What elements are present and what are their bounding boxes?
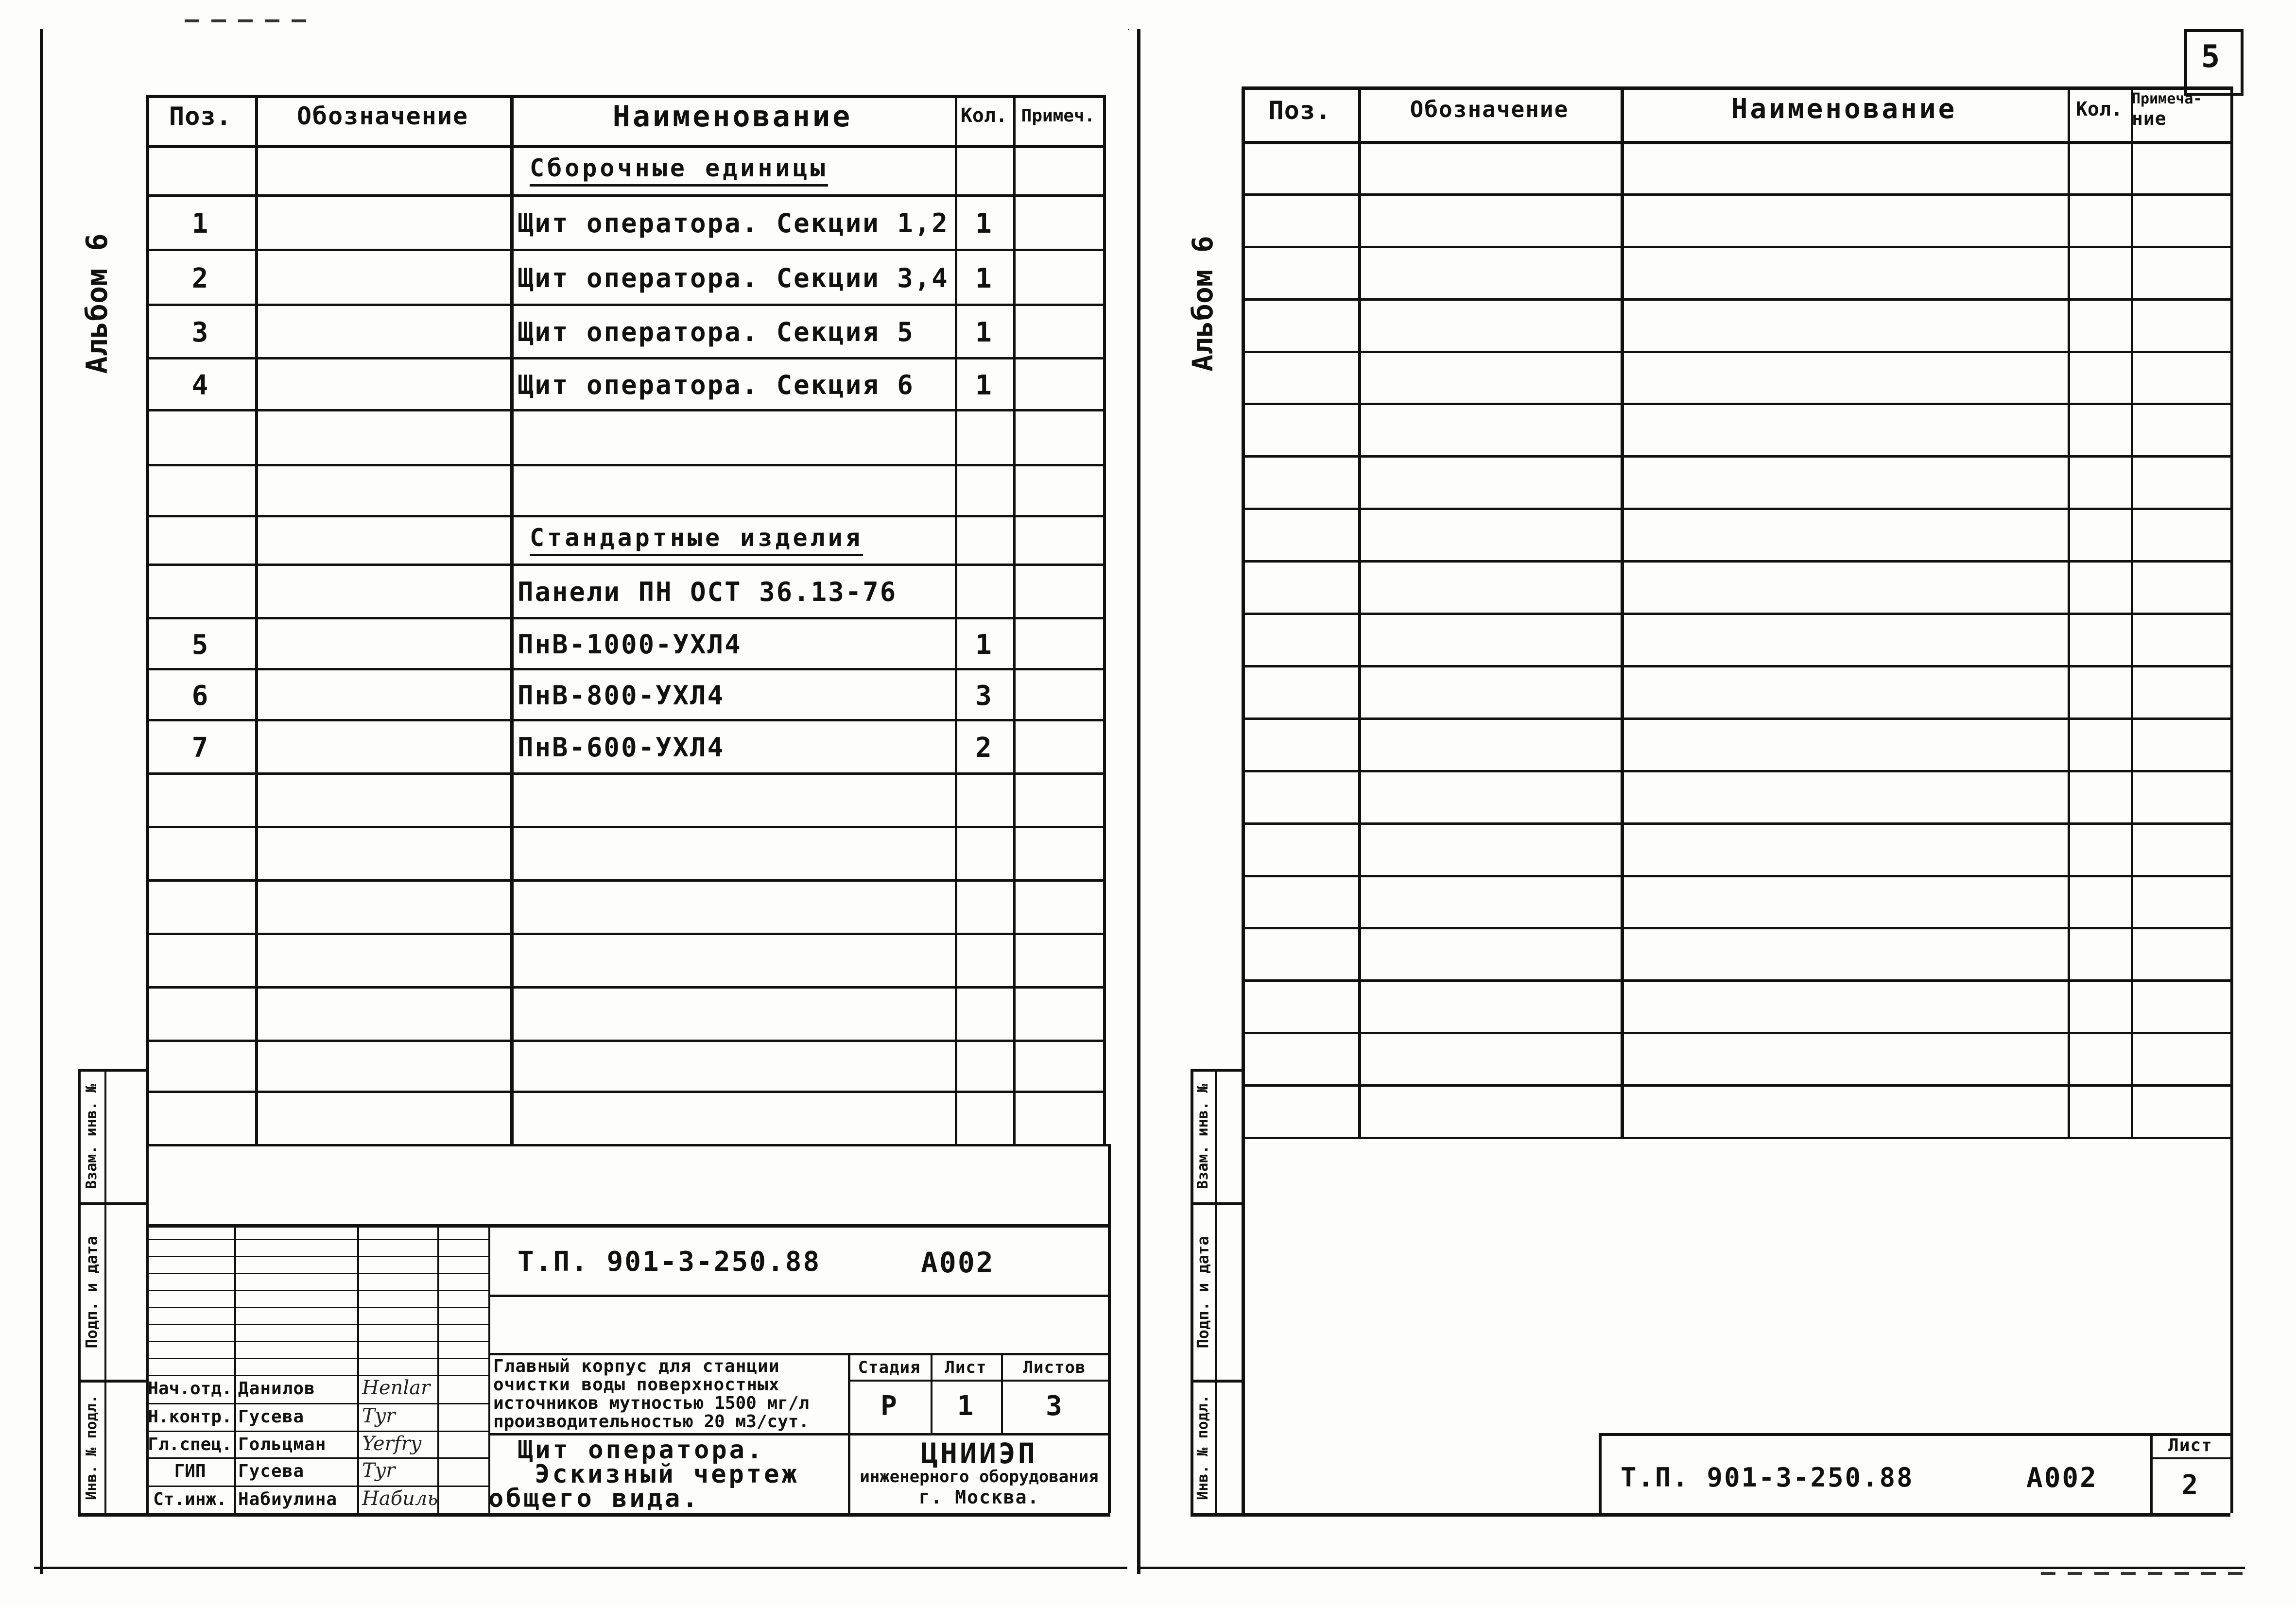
rule-h	[146, 1307, 488, 1308]
table-row-line	[146, 564, 1103, 566]
stamp-inv-podl: Инв. № подл.	[1194, 1395, 1211, 1500]
drawing-title-line-1: Щит оператора.	[518, 1435, 765, 1465]
stamp-vzam: Взам. инв. №	[83, 1084, 100, 1189]
rule-h	[488, 1295, 1108, 1297]
table-row-line	[1242, 822, 2230, 825]
staff-role: Гл.спец.	[148, 1435, 232, 1454]
rule-h	[1242, 1513, 2230, 1517]
top-edge-hatch	[185, 19, 311, 22]
header-note: Примеч.	[1021, 106, 1095, 126]
rule-h	[1242, 86, 2230, 90]
header-pos: Поз.	[169, 102, 232, 131]
album-label-left: Альбом 6	[80, 233, 114, 374]
rule-h	[146, 1431, 488, 1432]
rule-h	[1242, 141, 2230, 144]
staff-role: Ст.инж.	[153, 1489, 227, 1509]
right-sheet-border	[1137, 29, 2248, 1574]
header-note-line-2: ние	[2132, 108, 2167, 129]
project-title-line-1: Главный корпус для станции	[493, 1356, 780, 1376]
rule-v	[1191, 1069, 1193, 1513]
row-qty: 1	[975, 317, 993, 348]
row-pos: 4	[191, 369, 209, 401]
table-row-line	[146, 194, 1103, 197]
drawing-title-line-2: Эскизный чертеж	[535, 1460, 799, 1489]
row-name: Щит оператора. Секция 5	[518, 317, 915, 347]
table-row-line	[1242, 718, 2230, 720]
row-qty: 2	[975, 732, 993, 764]
table-row-line	[1242, 455, 2230, 458]
row-pos: 6	[191, 680, 209, 712]
rule-v	[234, 1224, 236, 1513]
table-row-line	[1242, 246, 2230, 248]
rule-v	[1215, 1069, 1217, 1513]
stage-value: Р	[880, 1390, 898, 1422]
table-row-line	[1242, 403, 2230, 405]
table-row-line	[1242, 665, 2230, 667]
header-note-line-1: Примеча-	[2132, 90, 2202, 107]
staff-name: Набиулина	[238, 1489, 338, 1509]
table-row-line	[146, 145, 1103, 148]
table-row-line	[1242, 979, 2230, 982]
rule-h	[146, 1375, 488, 1376]
header-designation: Обозначение	[1410, 96, 1569, 122]
header-name: Наименование	[612, 100, 853, 134]
rule-h	[146, 1513, 488, 1515]
sheets-value: 3	[1046, 1390, 1063, 1422]
sheets-label: Листов	[1023, 1358, 1086, 1377]
rule-h	[488, 1353, 1108, 1355]
row-qty: 1	[975, 208, 993, 239]
right-sheet-bottom-edge	[1137, 1567, 2245, 1569]
row-pos: 1	[191, 208, 209, 239]
table-row-line	[1242, 613, 2230, 615]
row-name: Щит оператора. Секции 3,4	[518, 262, 949, 293]
doc-code: Т.П. 901-3-250.88	[518, 1246, 821, 1278]
header-qty: Кол.	[960, 104, 1008, 127]
header-name: Наименование	[1731, 93, 1957, 125]
table-row-line	[146, 826, 1103, 828]
org-line-2: инженерного оборудования	[860, 1467, 1099, 1486]
stamp-vzam: Взам. инв. №	[1194, 1084, 1211, 1189]
row-qty: 3	[975, 680, 993, 712]
rule-h	[146, 1324, 488, 1325]
rule-v	[2230, 86, 2233, 1513]
rule-h	[2150, 1457, 2230, 1459]
staff-name: Гусева	[238, 1461, 305, 1481]
rule-h	[146, 1273, 488, 1274]
row-qty: 1	[975, 262, 993, 294]
stage-label: Стадия	[858, 1358, 921, 1377]
bottom-edge-hatch	[2041, 1572, 2245, 1575]
rule-h	[146, 1358, 488, 1359]
rule-v	[1599, 1433, 1602, 1513]
table-row-line	[146, 464, 1103, 466]
stamp-inv-podl: Инв. № подл.	[83, 1395, 100, 1500]
rule-h	[146, 1290, 488, 1291]
table-row-line	[1242, 298, 2230, 301]
rule-h	[146, 1486, 488, 1487]
staff-name: Гусева	[238, 1407, 305, 1427]
row-name: Панели ПН ОСТ 36.13-76	[518, 577, 898, 607]
table-row-line	[1242, 927, 2230, 929]
sheet-label: Лист	[945, 1358, 987, 1377]
doc-code: Т.П. 901-3-250.88	[1621, 1462, 1914, 1493]
table-row-line	[1242, 560, 2230, 563]
table-row-line	[1242, 1032, 2230, 1034]
table-row-line	[146, 933, 1103, 935]
row-name: ПнВ-800-УХЛ4	[518, 680, 725, 711]
table-row-line	[146, 304, 1103, 306]
row-name: ПнВ-600-УХЛ4	[518, 732, 725, 763]
rule-h	[146, 1403, 488, 1404]
sheet-value: 1	[957, 1390, 975, 1422]
table-row-line	[1242, 508, 2230, 510]
row-name: Щит оператора. Секции 1,2	[518, 208, 949, 239]
section-title: Стандартные изделия	[530, 524, 863, 556]
header-pos: Поз.	[1268, 96, 1331, 125]
rule-h	[146, 1239, 488, 1240]
rule-h	[146, 95, 1103, 98]
table-row-line	[146, 617, 1103, 619]
table-row-line	[1242, 770, 2230, 772]
table-row-line	[146, 249, 1103, 251]
org-name: ЦНИИЭП	[921, 1437, 1037, 1470]
header-designation: Обозначение	[296, 102, 469, 130]
project-title-line-4: производительностью 20 м3/сут.	[493, 1412, 810, 1432]
drawing-title-line-3: общего вида.	[488, 1484, 700, 1513]
row-name: ПнВ-1000-УХЛ4	[518, 629, 742, 660]
left-sheet-border	[40, 29, 1132, 1574]
sheet-value: 2	[2181, 1469, 2199, 1501]
table-row-line	[1242, 875, 2230, 877]
table-row-line	[146, 668, 1103, 670]
staff-name: Гольцман	[238, 1435, 327, 1454]
staff-role: Нач.отд.	[148, 1379, 232, 1399]
table-row-line	[146, 515, 1103, 517]
rule-h	[146, 1341, 488, 1342]
staff-role: ГИП	[174, 1461, 206, 1481]
rule-v	[437, 1224, 439, 1513]
project-title-line-3: источников мутностью 1500 мг/л	[493, 1393, 810, 1413]
table-row-line	[146, 986, 1103, 989]
table-row-line	[1242, 351, 2230, 353]
sheet-label: Лист	[2168, 1435, 2212, 1455]
album-label-right: Альбом 6	[1186, 236, 1219, 372]
row-pos: 3	[191, 317, 209, 348]
project-title-line-2: очистки воды поверхностных	[493, 1375, 780, 1395]
signature: Tyr	[362, 1459, 396, 1482]
table-row-line	[1242, 193, 2230, 196]
staff-role: Н.контр.	[148, 1407, 232, 1427]
rule-v	[1103, 95, 1106, 1144]
stamp-podp-data: Подп. и дата	[1193, 1236, 1212, 1349]
row-pos: 2	[191, 262, 209, 294]
row-name: Щит оператора. Секция 6	[518, 369, 915, 400]
staff-name: Данилов	[238, 1379, 315, 1399]
signature: Tyr	[362, 1405, 396, 1427]
stamp-podp-data: Подп. и дата	[82, 1236, 101, 1349]
rule-v	[104, 1069, 106, 1513]
section-title: Сборочные единицы	[530, 154, 828, 187]
rule-h	[488, 1224, 1108, 1227]
rule-h	[146, 1256, 488, 1257]
row-qty: 1	[975, 629, 993, 661]
rule-v	[78, 1069, 81, 1513]
header-qty: Кол.	[2075, 98, 2123, 120]
table-row-line	[146, 1040, 1103, 1042]
row-qty: 1	[975, 369, 993, 401]
left-sheet-bottom-edge	[34, 1567, 1127, 1569]
signature: Yerfry	[362, 1433, 422, 1455]
table-row-line	[146, 357, 1103, 359]
rule-h	[146, 1457, 488, 1459]
doc-mark: А002	[2026, 1462, 2098, 1494]
page-number: 5	[2201, 39, 2221, 75]
table-row-line	[146, 1091, 1103, 1093]
rule-h	[146, 1144, 1108, 1146]
signature: Набиль	[362, 1487, 438, 1510]
row-pos: 7	[191, 732, 209, 764]
rule-v	[357, 1224, 359, 1513]
doc-mark: А002	[921, 1246, 995, 1279]
table-row-line	[146, 409, 1103, 411]
table-row-line	[1242, 1084, 2230, 1087]
rule-h	[848, 1380, 1108, 1382]
rule-h	[1599, 1433, 2230, 1436]
org-city: г. Москва.	[918, 1486, 1040, 1508]
rule-h	[1128, 29, 1129, 30]
table-row-line	[146, 719, 1103, 721]
row-pos: 5	[191, 629, 209, 661]
table-row-line	[146, 879, 1103, 882]
signature: Henlar	[362, 1377, 431, 1399]
table-row-line	[1242, 1137, 2230, 1139]
table-row-line	[146, 772, 1103, 775]
